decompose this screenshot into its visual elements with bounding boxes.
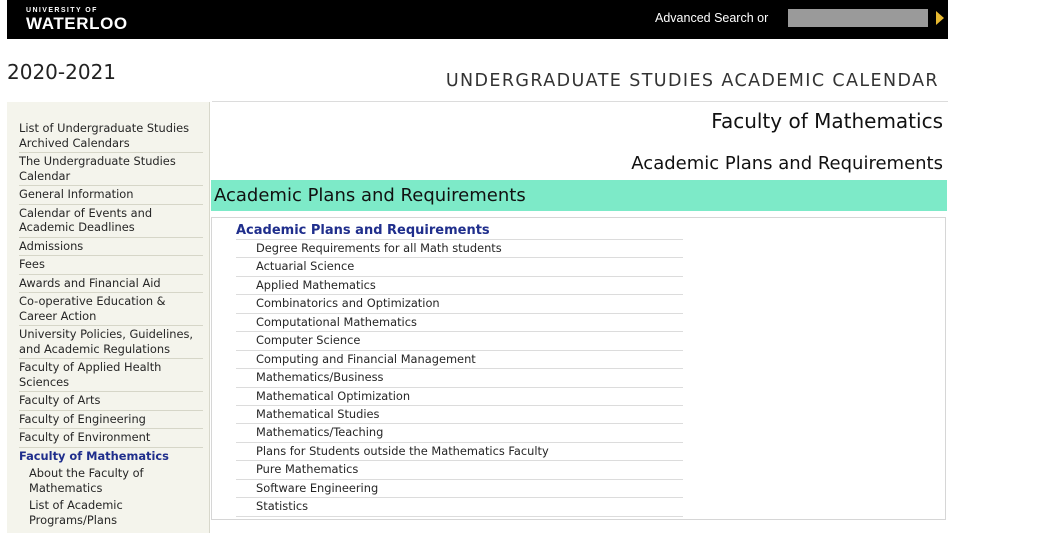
sidebar-item-events-deadlines[interactable]: Calendar of Events and Academic Deadlines [19, 205, 203, 238]
plans-heading[interactable]: Academic Plans and Requirements [236, 223, 490, 238]
calendar-title: UNDERGRADUATE STUDIES ACADEMIC CALENDAR [445, 71, 939, 91]
plan-link[interactable]: Statistics [236, 497, 683, 516]
plan-link[interactable]: Mathematical Optimization [236, 387, 683, 405]
section-title: Academic Plans and Requirements [631, 153, 943, 174]
plan-link[interactable]: Applied Mathematics [236, 276, 683, 294]
university-logo[interactable] [26, 7, 128, 33]
plan-link[interactable]: Mathematical Studies [236, 405, 683, 423]
plan-link[interactable]: Computing and Financial Management [236, 350, 683, 368]
plan-link[interactable]: Computer Science [236, 331, 683, 349]
sidebar-item-programs-plans[interactable]: List of Academic Programs/Plans [29, 498, 123, 527]
sidebar-item-coop[interactable]: Co-operative Education & Career Action [19, 293, 203, 326]
faculty-title: Faculty of Mathematics [711, 109, 943, 133]
sidebar-item-fees[interactable]: Fees [19, 256, 203, 275]
plan-link[interactable]: Pure Mathematics [236, 460, 683, 478]
top-bar [7, 0, 948, 39]
search-input[interactable] [788, 9, 928, 27]
sidebar-item-policies[interactable]: University Policies, Guidelines, and Academic Regulations [19, 326, 203, 359]
sidebar-item-archived-calendars[interactable]: List of Undergraduate Studies Archived Calendars [19, 120, 203, 153]
sidebar-item-applied-health[interactable]: Faculty of Applied Health Sciences [19, 359, 203, 392]
sidebar-item-arts[interactable]: Faculty of Arts [19, 392, 203, 411]
plan-link[interactable]: Actuarial Science [236, 257, 683, 275]
sidebar-item-about-math[interactable]: About the Faculty of Mathematics [29, 466, 144, 495]
sidebar-item-undergraduate-calendar[interactable]: The Undergraduate Studies Calendar [19, 153, 203, 186]
sidebar-item-environment[interactable]: Faculty of Environment [19, 429, 203, 448]
calendar-year: 2020-2021 [7, 60, 117, 84]
plan-link[interactable]: Plans for Students outside the Mathematics Faculty [236, 442, 683, 460]
plans-list [236, 239, 683, 517]
plan-link[interactable]: Computational Mathematics [236, 313, 683, 331]
sidebar-item-engineering[interactable]: Faculty of Engineering [19, 411, 203, 430]
plan-link[interactable]: Mathematics/Business [236, 368, 683, 386]
plan-link[interactable]: Combinatorics and Optimization [236, 294, 683, 312]
sidebar-item-mathematics[interactable]: Faculty of Mathematics [19, 448, 169, 463]
logo-line-1: UNIVERSITY OF [26, 7, 98, 14]
advanced-search-link[interactable]: Advanced Search or [655, 11, 769, 25]
plan-link[interactable]: Degree Requirements for all Math students [236, 239, 683, 257]
sidebar-item-general-information[interactable]: General Information [19, 186, 203, 205]
header-divider [212, 101, 948, 102]
plans-panel [211, 217, 946, 520]
search-arrow-icon[interactable] [936, 11, 944, 25]
logo-line-2: WATERLOO [26, 14, 128, 33]
sidebar-nav [7, 102, 210, 533]
plan-link[interactable]: Mathematics/Teaching [236, 423, 683, 441]
sidebar-item-admissions[interactable]: Admissions [19, 238, 203, 257]
sidebar-item-awards[interactable]: Awards and Financial Aid [19, 275, 203, 294]
section-banner: Academic Plans and Requirements [211, 180, 947, 211]
plan-link[interactable]: Software Engineering [236, 479, 683, 497]
